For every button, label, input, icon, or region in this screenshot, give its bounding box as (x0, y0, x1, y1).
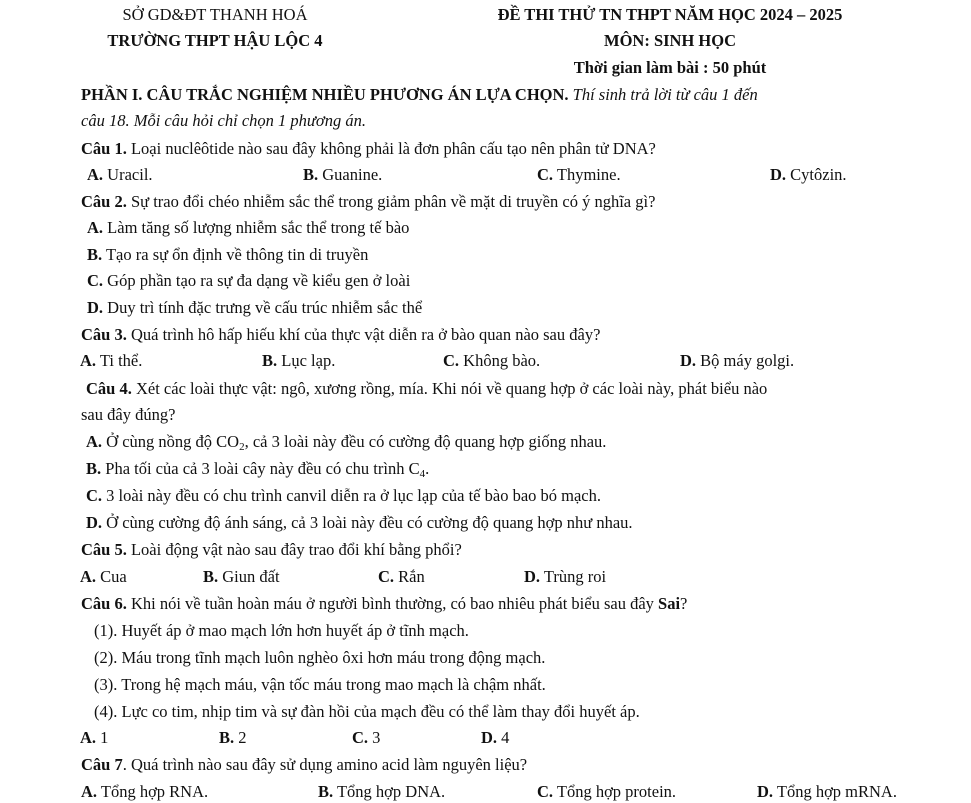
question-4-continued: sau đây đúng? (81, 405, 176, 424)
q6-statement-1: (1). Huyết áp ở mao mạch lớn hơn huyết áp ở tĩnh mạch. (94, 621, 469, 640)
q6-statement-2: (2). Máu trong tĩnh mạch luôn nghèo ôxi hơn máu trong động mạch. (94, 648, 546, 667)
q3-option-d: D. Bộ máy golgi. (680, 351, 795, 370)
exam-subject: MÔN: SINH HỌC (604, 31, 736, 50)
q6-option-c: C. 3 (352, 728, 381, 747)
q5-option-b: B. Giun đất (203, 567, 280, 586)
q7-option-a: A. Tổng hợp RNA. (81, 782, 209, 801)
question-6: Câu 6. Khi nói về tuần hoàn máu ở người bình thường, có bao nhiêu phát biểu sau đây Sai? (81, 594, 688, 613)
question-text: Quá trình hô hấp hiếu khí của thực vật diễn ra ở bào quan nào sau đây? (126, 325, 601, 344)
q6-option-d: D. 4 (481, 728, 510, 747)
question-number: Câu 1. (81, 139, 127, 158)
part1-instruction-a: Thí sinh trả lời từ câu 1 đến (568, 85, 758, 104)
department-name: SỞ GD&ĐT THANH HOÁ (122, 5, 308, 24)
q1-option-a: A. Uracil. (87, 165, 153, 184)
question-number: Câu 5. (81, 540, 127, 559)
q4-option-b: B. Pha tối của cả 3 loài cây này đều có chu trình $C_4$. (86, 459, 430, 480)
question-7 (81, 754, 527, 776)
question-3 (81, 324, 600, 346)
exam-title: ĐỀ THI THỬ TN THPT NĂM HỌC 2024 – 2025 (497, 5, 843, 24)
question-text: Khi nói về tuần hoàn máu ở người bình thường, có bao nhiêu phát biểu sau đây (126, 594, 659, 613)
q6-statement-4: (4). Lực co tim, nhịp tim và sự đàn hồi của mạch đều có thể làm thay đổi huyết áp. (94, 702, 640, 721)
q5-option-d: D. Trùng roi (524, 567, 607, 586)
part1-heading (81, 84, 758, 106)
question-text: Xét các loài thực vật: ngô, xương rồng, mía. Khi nói về quang hợp ở các loài này, phát biểu nào (131, 379, 768, 398)
question-text: Loại nuclêôtide nào sau đây không phải là đơn phân cấu tạo nên phân tử DNA? (126, 139, 656, 158)
question-number: Câu 7 (81, 755, 123, 774)
q2-option-b: B. Tạo ra sự ổn định về thông tin di truyền (87, 245, 369, 264)
question-number: Câu 4. (86, 379, 132, 398)
question-number: Câu 2. (81, 192, 127, 211)
school-name: TRƯỜNG THPT HẬU LỘC 4 (107, 31, 323, 50)
q2-option-a: A. Làm tăng số lượng nhiễm sắc thể trong tế bào (87, 218, 410, 237)
q1-option-c: C. Thymine. (537, 165, 621, 184)
question-5 (81, 539, 462, 561)
q7-option-c: C. Tổng hợp protein. (537, 782, 677, 801)
q4-option-d: D. Ở cùng cường độ ánh sáng, cả 3 loài này đều có cường độ quang hợp như nhau. (86, 513, 633, 532)
question-number: Câu 3. (81, 325, 127, 344)
q7-option-d: D. Tổng hợp mRNA. (757, 782, 897, 801)
q5-option-a: A. Cua (80, 567, 127, 586)
q5-option-c: C. Rắn (378, 567, 425, 586)
question-text: . Quá trình nào sau đây sử dụng amino acid làm nguyên liệu? (122, 755, 528, 774)
question-text: Loài động vật nào sau đây trao đổi khí bằng phổi? (126, 540, 462, 559)
q6-option-a: A. 1 (80, 728, 109, 747)
q6-statement-3: (3). Trong hệ mạch máu, vận tốc máu trong mao mạch là chậm nhất. (94, 675, 546, 694)
exam-time: Thời gian làm bài : 50 phút (573, 58, 767, 77)
q2-option-d: D. Duy trì tính đặc trưng về cấu trúc nhiễm sắc thể (87, 298, 423, 317)
question-1 (81, 138, 656, 160)
q7-option-b: B. Tổng hợp DNA. (318, 782, 446, 801)
question-4 (86, 378, 767, 400)
q1-option-b: B. Guanine. (303, 165, 383, 184)
q1-option-d: D. Cytôzin. (770, 165, 847, 184)
question-emphasis: Sai (658, 594, 681, 613)
question-number: Câu 6. (81, 594, 127, 613)
q3-option-b: B. Lục lạp. (262, 351, 336, 370)
question-2 (81, 191, 655, 213)
q4-option-a: A. Ở cùng nồng độ $CO_2$, cả 3 loài này đều có cường độ quang hợp giống nhau. (86, 432, 607, 453)
q3-option-c: C. Không bào. (443, 351, 541, 370)
q3-option-a: A. Ti thể. (80, 351, 143, 370)
question-text: Sự trao đổi chéo nhiễm sắc thể trong giảm phân về mặt di truyền có ý nghĩa gì? (126, 192, 656, 211)
part1-instruction-b: câu 18. Mỗi câu hỏi chỉ chọn 1 phương án. (81, 111, 366, 130)
part1-title: PHẦN I. CÂU TRẮC NGHIỆM NHIỀU PHƯƠNG ÁN LỰA CHỌN. (81, 85, 569, 104)
q4-option-c: C. 3 loài này đều có chu trình canvil diễn ra ở lục lạp của tế bào bao bó mạch. (86, 486, 602, 505)
q2-option-c: C. Góp phần tạo ra sự đa dạng về kiểu gen ở loài (87, 271, 411, 290)
q6-option-b: B. 2 (219, 728, 247, 747)
